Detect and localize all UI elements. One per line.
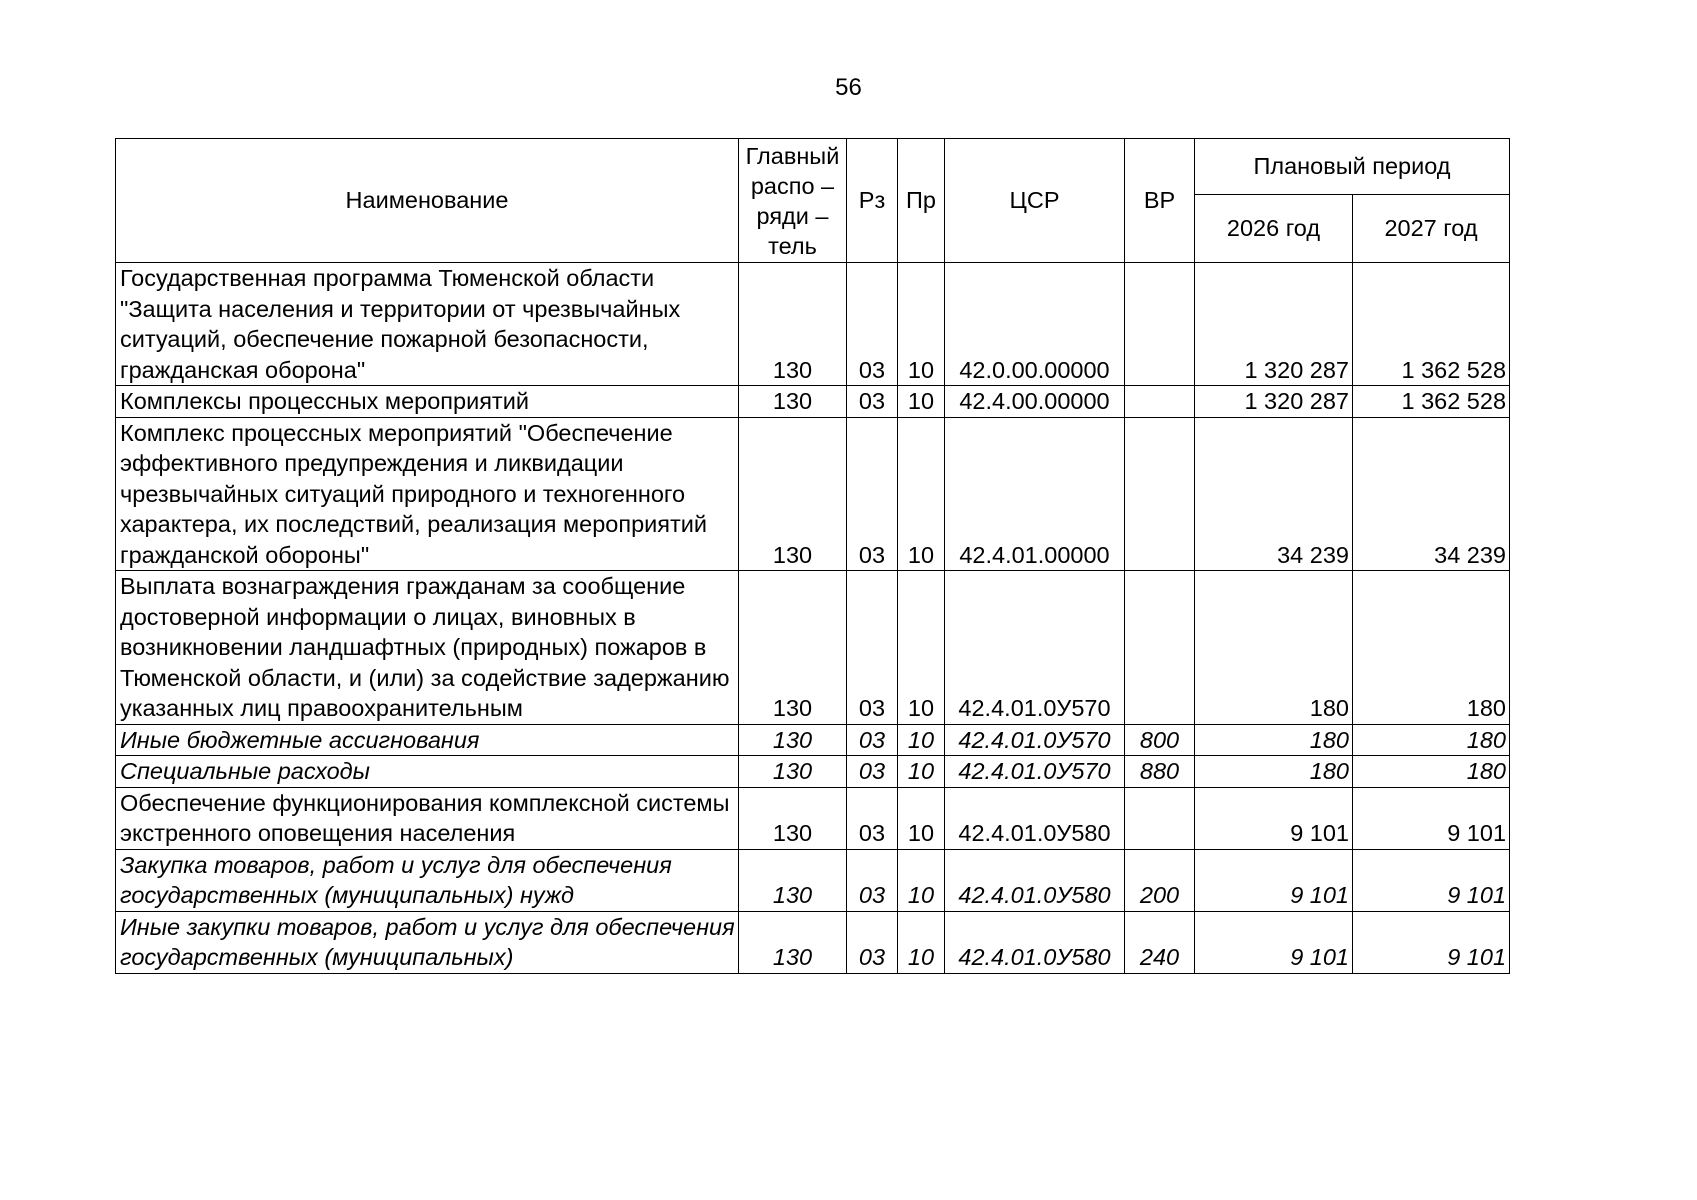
cell-grbs: 130 [739,849,847,911]
cell-vr: 200 [1125,849,1195,911]
header-grbs [739,139,847,263]
cell-rz: 03 [847,787,898,849]
header-grbs-line: Главный [745,142,840,169]
cell-grbs: 130 [739,571,847,725]
cell-name: Обеспечение функционирования комплексной системы экстренного оповещения населения [116,787,739,849]
cell-rz: 03 [847,386,898,418]
cell-rz: 03 [847,756,898,788]
table-row [116,263,1510,386]
cell-pr: 10 [898,756,945,788]
cell-pr: 10 [898,849,945,911]
header-grbs-line: тель [768,232,817,259]
cell-pr: 10 [898,386,945,418]
cell-2027: 180 [1353,724,1510,756]
cell-2026: 180 [1195,724,1353,756]
cell-csr: 42.4.01.0У580 [945,787,1125,849]
cell-csr: 42.4.00.00000 [945,386,1125,418]
header-year-2026: 2026 год [1195,195,1353,263]
header-year-2027: 2027 год [1353,195,1510,263]
header-csr: ЦСР [945,139,1125,263]
header-planned-period: Плановый период [1195,139,1510,195]
table-header [116,139,1510,263]
cell-csr: 42.0.00.00000 [945,263,1125,386]
header-name: Наименование [116,139,739,263]
cell-pr: 10 [898,911,945,973]
cell-2027: 9 101 [1353,849,1510,911]
table-row [116,756,1510,788]
cell-2026: 180 [1195,756,1353,788]
cell-csr: 42.4.01.0У580 [945,911,1125,973]
cell-2026: 9 101 [1195,787,1353,849]
cell-name: Иные бюджетные ассигнования [116,724,739,756]
page-number: 56 [835,74,862,101]
table-row [116,417,1510,571]
cell-2027: 1 362 528 [1353,386,1510,418]
table-row [116,787,1510,849]
cell-name: Комплекс процессных мероприятий "Обеспечение эффективного предупреждения и ликвидации чрезвычайных ситуаций природного и техногенного характера, их последствий, реализация мероприятий гражданской обороны" [116,417,739,571]
cell-name: Государственная программа Тюменской области "Защита населения и территории от чрезвычайных ситуаций, обеспечение пожарной безопасности, гражданская оборона" [116,263,739,386]
cell-rz: 03 [847,417,898,571]
cell-2026: 1 320 287 [1195,386,1353,418]
cell-2027: 180 [1353,756,1510,788]
header-grbs-line: распо – [750,172,835,199]
cell-name: Иные закупки товаров, работ и услуг для обеспечения государственных (муниципальных) [116,911,739,973]
cell-grbs: 130 [739,417,847,571]
cell-pr: 10 [898,417,945,571]
cell-csr: 42.4.01.00000 [945,417,1125,571]
cell-vr [1125,417,1195,571]
cell-pr: 10 [898,787,945,849]
cell-name: Комплексы процессных мероприятий [116,386,739,418]
cell-rz: 03 [847,849,898,911]
cell-vr: 880 [1125,756,1195,788]
cell-name: Специальные расходы [116,756,739,788]
cell-name: Выплата вознаграждения гражданам за сообщение достоверной информации о лицах, виновных в возникновении ландшафтных (природных) пожаров в Тюменской области, и (или) за содействие задержанию указанных лиц правоохранительным [116,571,739,725]
cell-2026: 9 101 [1195,849,1353,911]
cell-grbs: 130 [739,724,847,756]
cell-2027: 34 239 [1353,417,1510,571]
cell-grbs: 130 [739,756,847,788]
cell-grbs: 130 [739,911,847,973]
table-row [116,386,1510,418]
cell-2027: 180 [1353,571,1510,725]
cell-2027: 1 362 528 [1353,263,1510,386]
cell-vr: 800 [1125,724,1195,756]
cell-csr: 42.4.01.0У570 [945,756,1125,788]
cell-2026: 34 239 [1195,417,1353,571]
header-vr: ВР [1125,139,1195,263]
table-row [116,911,1510,973]
cell-2026: 180 [1195,571,1353,725]
table-row [116,571,1510,725]
cell-grbs: 130 [739,787,847,849]
cell-pr: 10 [898,571,945,725]
cell-vr [1125,386,1195,418]
cell-vr [1125,263,1195,386]
budget-table [115,138,1510,974]
cell-csr: 42.4.01.0У580 [945,849,1125,911]
cell-pr: 10 [898,724,945,756]
cell-2026: 9 101 [1195,911,1353,973]
cell-vr [1125,571,1195,725]
cell-2027: 9 101 [1353,911,1510,973]
cell-name: Закупка товаров, работ и услуг для обеспечения государственных (муниципальных) нужд [116,849,739,911]
cell-grbs: 130 [739,386,847,418]
cell-vr: 240 [1125,911,1195,973]
cell-vr [1125,787,1195,849]
table-body [116,263,1510,974]
cell-rz: 03 [847,911,898,973]
cell-2027: 9 101 [1353,787,1510,849]
header-grbs-line: ряди – [756,202,829,229]
cell-2026: 1 320 287 [1195,263,1353,386]
cell-csr: 42.4.01.0У570 [945,571,1125,725]
cell-rz: 03 [847,571,898,725]
header-rz: Рз [847,139,898,263]
table-row [116,849,1510,911]
cell-rz: 03 [847,724,898,756]
cell-csr: 42.4.01.0У570 [945,724,1125,756]
cell-rz: 03 [847,263,898,386]
table-row [116,724,1510,756]
cell-pr: 10 [898,263,945,386]
header-pr: Пр [898,139,945,263]
header-row-1 [116,139,1510,195]
cell-grbs: 130 [739,263,847,386]
